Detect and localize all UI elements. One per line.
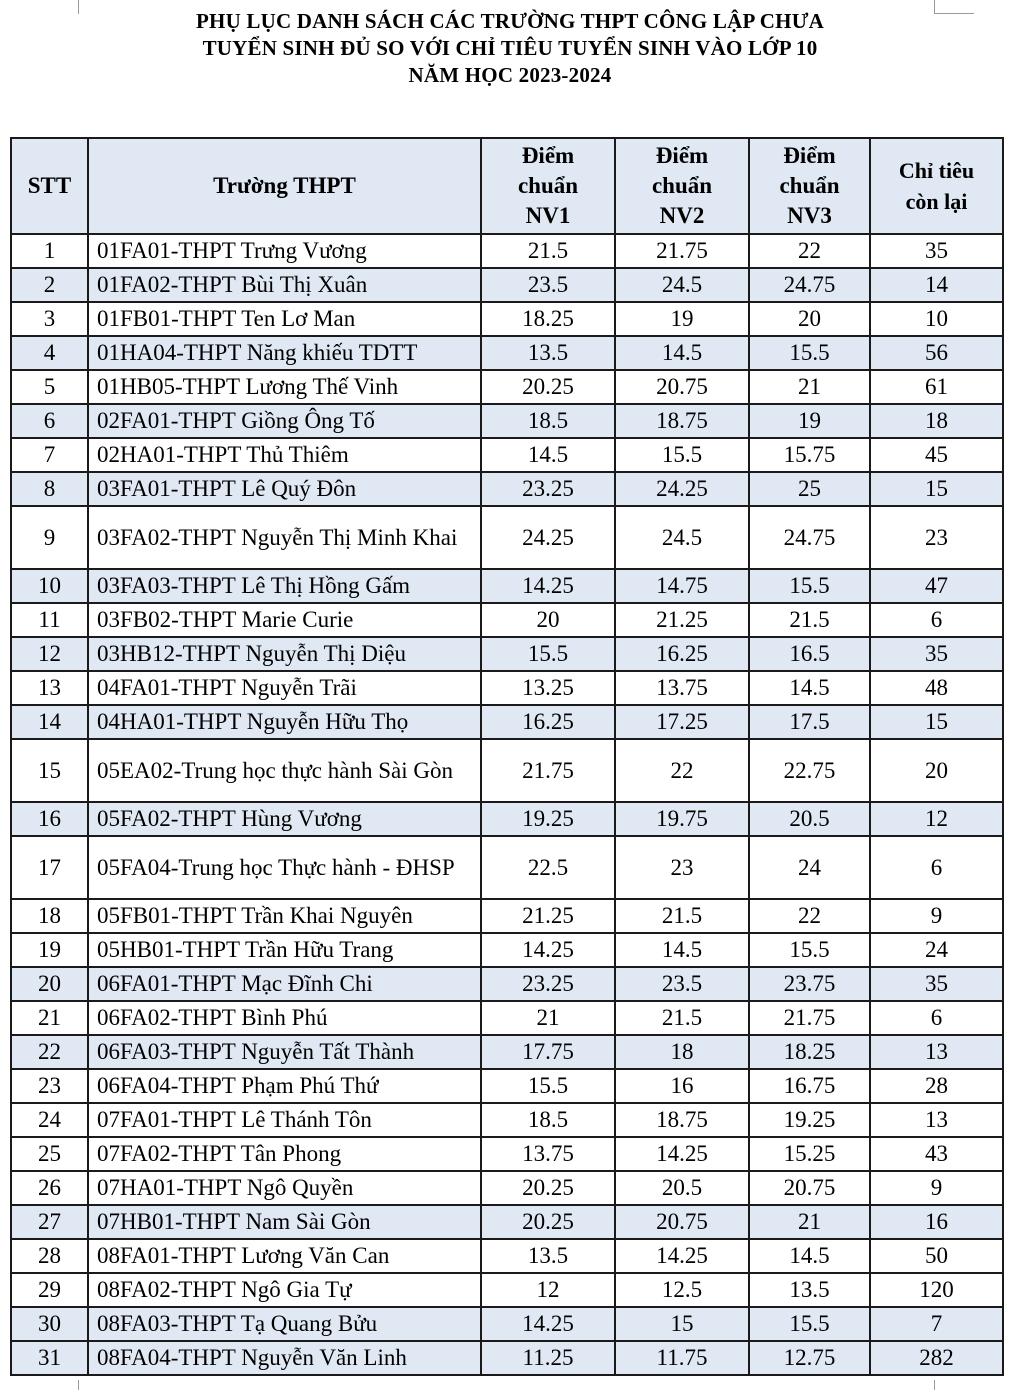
header-nv1-line1: Điểm xyxy=(521,143,575,168)
table-row xyxy=(11,739,1003,802)
row-nv3: 22.75 xyxy=(749,739,870,802)
row-quota: 15 xyxy=(870,472,1003,506)
row-nv3: 21 xyxy=(749,1205,870,1239)
row-nv3: 19.25 xyxy=(749,1103,870,1137)
table-row xyxy=(11,802,1003,836)
row-nv3: 21.75 xyxy=(749,1001,870,1035)
row-stt: 4 xyxy=(11,336,88,370)
row-nv2: 13.75 xyxy=(615,671,749,705)
row-nv1: 13.5 xyxy=(481,336,615,370)
row-nv3: 24.75 xyxy=(749,268,870,302)
row-quota: 43 xyxy=(870,1137,1003,1171)
row-quota: 6 xyxy=(870,836,1003,899)
row-nv1: 21.5 xyxy=(481,234,615,268)
row-quota: 282 xyxy=(870,1341,1003,1375)
row-nv3: 24.75 xyxy=(749,506,870,569)
row-stt: 31 xyxy=(11,1341,88,1375)
row-nv1: 24.25 xyxy=(481,506,615,569)
row-nv1: 18.25 xyxy=(481,302,615,336)
row-school: 01FA01-THPT Trưng Vương xyxy=(88,234,481,268)
row-quota: 45 xyxy=(870,438,1003,472)
table-header-row xyxy=(11,138,1003,234)
row-stt: 28 xyxy=(11,1239,88,1273)
row-quota: 48 xyxy=(870,671,1003,705)
row-quota: 6 xyxy=(870,603,1003,637)
document-title xyxy=(0,8,1020,89)
row-nv3: 20.5 xyxy=(749,802,870,836)
row-stt: 29 xyxy=(11,1273,88,1307)
row-school: 01FA02-THPT Bùi Thị Xuân xyxy=(88,268,481,302)
table-row xyxy=(11,1103,1003,1137)
header-nv3-line2: chuẩn xyxy=(779,173,840,198)
row-school: 04HA01-THPT Nguyễn Hữu Thọ xyxy=(88,705,481,739)
row-school: 07FA01-THPT Lê Thánh Tôn xyxy=(88,1103,481,1137)
row-nv2: 20.75 xyxy=(615,370,749,404)
row-nv2: 18.75 xyxy=(615,404,749,438)
row-stt: 11 xyxy=(11,603,88,637)
row-nv2: 23.5 xyxy=(615,967,749,1001)
row-nv1: 18.5 xyxy=(481,1103,615,1137)
table-row xyxy=(11,234,1003,268)
row-school: 08FA02-THPT Ngô Gia Tự xyxy=(88,1273,481,1307)
row-school: 02HA01-THPT Thủ Thiêm xyxy=(88,438,481,472)
table-row xyxy=(11,1307,1003,1341)
table-row xyxy=(11,1137,1003,1171)
row-school: 05FA02-THPT Hùng Vương xyxy=(88,802,481,836)
row-stt: 16 xyxy=(11,802,88,836)
crop-mark-bottom-right xyxy=(934,1380,936,1390)
row-nv3: 14.5 xyxy=(749,1239,870,1273)
row-school: 03FA02-THPT Nguyễn Thị Minh Khai xyxy=(88,506,481,569)
row-stt: 27 xyxy=(11,1205,88,1239)
row-quota: 47 xyxy=(870,569,1003,603)
row-school: 05FA04-Trung học Thực hành - ĐHSP xyxy=(88,836,481,899)
table-row xyxy=(11,506,1003,569)
row-nv1: 20.25 xyxy=(481,1205,615,1239)
row-school: 05EA02-Trung học thực hành Sài Gòn xyxy=(88,739,481,802)
row-nv1: 21.75 xyxy=(481,739,615,802)
row-nv1: 19.25 xyxy=(481,802,615,836)
row-stt: 15 xyxy=(11,739,88,802)
row-quota: 14 xyxy=(870,268,1003,302)
row-stt: 26 xyxy=(11,1171,88,1205)
row-nv2: 21.5 xyxy=(615,899,749,933)
row-nv3: 19 xyxy=(749,404,870,438)
row-nv2: 18.75 xyxy=(615,1103,749,1137)
header-quota-line1: Chỉ tiêu xyxy=(898,158,975,183)
table-row xyxy=(11,603,1003,637)
row-stt: 17 xyxy=(11,836,88,899)
row-nv1: 13.75 xyxy=(481,1137,615,1171)
row-nv1: 23.25 xyxy=(481,472,615,506)
row-nv3: 14.5 xyxy=(749,671,870,705)
table-row xyxy=(11,472,1003,506)
row-stt: 3 xyxy=(11,302,88,336)
row-nv1: 15.5 xyxy=(481,1069,615,1103)
header-nv1-line3: NV1 xyxy=(525,203,571,228)
row-quota: 10 xyxy=(870,302,1003,336)
row-stt: 14 xyxy=(11,705,88,739)
row-nv3: 15.25 xyxy=(749,1137,870,1171)
table-row xyxy=(11,836,1003,899)
row-quota: 120 xyxy=(870,1273,1003,1307)
row-nv2: 14.25 xyxy=(615,1239,749,1273)
table-row xyxy=(11,1069,1003,1103)
row-stt: 24 xyxy=(11,1103,88,1137)
row-school: 06FA04-THPT Phạm Phú Thứ xyxy=(88,1069,481,1103)
table-row xyxy=(11,705,1003,739)
row-stt: 21 xyxy=(11,1001,88,1035)
row-quota: 7 xyxy=(870,1307,1003,1341)
row-quota: 13 xyxy=(870,1035,1003,1069)
row-stt: 19 xyxy=(11,933,88,967)
row-nv3: 18.25 xyxy=(749,1035,870,1069)
header-nv2-line3: NV2 xyxy=(659,203,705,228)
row-nv1: 21.25 xyxy=(481,899,615,933)
row-school: 08FA01-THPT Lương Văn Can xyxy=(88,1239,481,1273)
row-school: 08FA03-THPT Tạ Quang Bửu xyxy=(88,1307,481,1341)
row-nv3: 15.5 xyxy=(749,569,870,603)
row-nv2: 24.25 xyxy=(615,472,749,506)
row-quota: 13 xyxy=(870,1103,1003,1137)
row-nv2: 14.5 xyxy=(615,933,749,967)
row-quota: 6 xyxy=(870,1001,1003,1035)
row-nv2: 11.75 xyxy=(615,1341,749,1375)
table-row xyxy=(11,933,1003,967)
table-row xyxy=(11,637,1003,671)
table-row xyxy=(11,370,1003,404)
title-line-1: PHỤ LỤC DANH SÁCH CÁC TRƯỜNG THPT CÔNG LẬP CHƯA xyxy=(196,9,824,33)
row-nv3: 23.75 xyxy=(749,967,870,1001)
row-nv2: 16 xyxy=(615,1069,749,1103)
row-stt: 10 xyxy=(11,569,88,603)
row-quota: 35 xyxy=(870,967,1003,1001)
row-nv1: 18.5 xyxy=(481,404,615,438)
row-quota: 18 xyxy=(870,404,1003,438)
table-row xyxy=(11,967,1003,1001)
header-nv2-line1: Điểm xyxy=(655,143,709,168)
row-school: 05FB01-THPT Trần Khai Nguyên xyxy=(88,899,481,933)
row-nv1: 13.25 xyxy=(481,671,615,705)
row-nv1: 14.25 xyxy=(481,1307,615,1341)
row-nv2: 14.25 xyxy=(615,1137,749,1171)
row-nv2: 15 xyxy=(615,1307,749,1341)
row-nv2: 21.25 xyxy=(615,603,749,637)
row-school: 01HA04-THPT Năng khiếu TDTT xyxy=(88,336,481,370)
table-row xyxy=(11,336,1003,370)
row-nv1: 14.5 xyxy=(481,438,615,472)
title-line-2: TUYỂN SINH ĐỦ SO VỚI CHỈ TIÊU TUYỂN SINH VÀO LỚP 10 xyxy=(202,36,818,60)
row-school: 06FA02-THPT Bình Phú xyxy=(88,1001,481,1035)
row-nv3: 22 xyxy=(749,899,870,933)
row-nv3: 15.5 xyxy=(749,1307,870,1341)
table-row xyxy=(11,671,1003,705)
row-nv1: 20 xyxy=(481,603,615,637)
row-nv1: 20.25 xyxy=(481,370,615,404)
table-row xyxy=(11,1001,1003,1035)
row-nv3: 16.75 xyxy=(749,1069,870,1103)
row-school: 06FA01-THPT Mạc Đĩnh Chi xyxy=(88,967,481,1001)
row-school: 03FB02-THPT Marie Curie xyxy=(88,603,481,637)
row-quota: 20 xyxy=(870,739,1003,802)
table-row xyxy=(11,1171,1003,1205)
row-nv1: 23.5 xyxy=(481,268,615,302)
row-quota: 28 xyxy=(870,1069,1003,1103)
row-quota: 61 xyxy=(870,370,1003,404)
table-row xyxy=(11,569,1003,603)
row-school: 02FA01-THPT Giồng Ông Tố xyxy=(88,404,481,438)
row-quota: 35 xyxy=(870,234,1003,268)
header-nv3 xyxy=(749,138,870,234)
table-row xyxy=(11,1341,1003,1375)
row-quota: 15 xyxy=(870,705,1003,739)
row-school: 05HB01-THPT Trần Hữu Trang xyxy=(88,933,481,967)
row-school: 01FB01-THPT Ten Lơ Man xyxy=(88,302,481,336)
row-school: 03FA03-THPT Lê Thị Hồng Gấm xyxy=(88,569,481,603)
title-line-3: NĂM HỌC 2023-2024 xyxy=(408,63,612,87)
row-school: 08FA04-THPT Nguyễn Văn Linh xyxy=(88,1341,481,1375)
row-stt: 12 xyxy=(11,637,88,671)
row-quota: 56 xyxy=(870,336,1003,370)
row-school: 03HB12-THPT Nguyễn Thị Diệu xyxy=(88,637,481,671)
row-nv1: 14.25 xyxy=(481,569,615,603)
row-school: 07HA01-THPT Ngô Quyền xyxy=(88,1171,481,1205)
header-nv1 xyxy=(481,138,615,234)
row-school: 03FA01-THPT Lê Quý Đôn xyxy=(88,472,481,506)
row-quota: 23 xyxy=(870,506,1003,569)
row-nv3: 20 xyxy=(749,302,870,336)
table-row xyxy=(11,404,1003,438)
row-stt: 6 xyxy=(11,404,88,438)
row-nv2: 16.25 xyxy=(615,637,749,671)
row-nv3: 22 xyxy=(749,234,870,268)
row-nv3: 25 xyxy=(749,472,870,506)
row-nv1: 12 xyxy=(481,1273,615,1307)
row-nv3: 20.75 xyxy=(749,1171,870,1205)
row-nv1: 22.5 xyxy=(481,836,615,899)
row-nv3: 16.5 xyxy=(749,637,870,671)
row-nv2: 21.75 xyxy=(615,234,749,268)
row-nv2: 17.25 xyxy=(615,705,749,739)
row-stt: 1 xyxy=(11,234,88,268)
row-quota: 50 xyxy=(870,1239,1003,1273)
school-table xyxy=(10,137,1004,1376)
row-school: 06FA03-THPT Nguyễn Tất Thành xyxy=(88,1035,481,1069)
header-nv2-line2: chuẩn xyxy=(651,173,713,198)
row-nv2: 23 xyxy=(615,836,749,899)
row-nv1: 17.75 xyxy=(481,1035,615,1069)
row-nv2: 12.5 xyxy=(615,1273,749,1307)
header-nv3-line1: Điểm xyxy=(783,143,836,168)
row-stt: 22 xyxy=(11,1035,88,1069)
row-nv3: 24 xyxy=(749,836,870,899)
row-nv1: 13.5 xyxy=(481,1239,615,1273)
crop-mark-bottom-left xyxy=(78,1380,80,1390)
table-row xyxy=(11,1205,1003,1239)
row-stt: 23 xyxy=(11,1069,88,1103)
row-nv1: 11.25 xyxy=(481,1341,615,1375)
table-row xyxy=(11,302,1003,336)
table-row xyxy=(11,438,1003,472)
row-stt: 13 xyxy=(11,671,88,705)
header-quota-line2: còn lại xyxy=(905,189,968,214)
header-school: Trường THPT xyxy=(88,138,481,234)
row-school: 07HB01-THPT Nam Sài Gòn xyxy=(88,1205,481,1239)
header-nv2 xyxy=(615,138,749,234)
row-quota: 12 xyxy=(870,802,1003,836)
row-nv2: 22 xyxy=(615,739,749,802)
row-nv3: 15.5 xyxy=(749,336,870,370)
table-row xyxy=(11,1273,1003,1307)
row-stt: 18 xyxy=(11,899,88,933)
row-nv2: 14.75 xyxy=(615,569,749,603)
row-stt: 2 xyxy=(11,268,88,302)
row-stt: 5 xyxy=(11,370,88,404)
row-nv2: 14.5 xyxy=(615,336,749,370)
row-nv3: 12.75 xyxy=(749,1341,870,1375)
header-nv1-line2: chuẩn xyxy=(517,173,579,198)
row-nv2: 24.5 xyxy=(615,268,749,302)
row-stt: 30 xyxy=(11,1307,88,1341)
row-nv3: 13.5 xyxy=(749,1273,870,1307)
row-nv2: 24.5 xyxy=(615,506,749,569)
row-nv3: 15.5 xyxy=(749,933,870,967)
table-row xyxy=(11,1035,1003,1069)
row-quota: 24 xyxy=(870,933,1003,967)
row-school: 04FA01-THPT Nguyễn Trãi xyxy=(88,671,481,705)
row-nv1: 14.25 xyxy=(481,933,615,967)
row-quota: 16 xyxy=(870,1205,1003,1239)
row-school: 01HB05-THPT Lương Thế Vinh xyxy=(88,370,481,404)
table-row xyxy=(11,1239,1003,1273)
row-stt: 7 xyxy=(11,438,88,472)
table-row xyxy=(11,899,1003,933)
row-school: 07FA02-THPT Tân Phong xyxy=(88,1137,481,1171)
header-quota xyxy=(870,138,1003,234)
row-nv2: 19.75 xyxy=(615,802,749,836)
row-stt: 20 xyxy=(11,967,88,1001)
header-nv3-line3: NV3 xyxy=(787,203,832,228)
row-stt: 8 xyxy=(11,472,88,506)
row-nv1: 21 xyxy=(481,1001,615,1035)
row-nv1: 20.25 xyxy=(481,1171,615,1205)
row-nv2: 20.75 xyxy=(615,1205,749,1239)
row-nv2: 20.5 xyxy=(615,1171,749,1205)
row-nv2: 21.5 xyxy=(615,1001,749,1035)
row-nv1: 15.5 xyxy=(481,637,615,671)
row-stt: 25 xyxy=(11,1137,88,1171)
header-stt: STT xyxy=(11,138,88,234)
row-nv3: 21.5 xyxy=(749,603,870,637)
row-nv3: 21 xyxy=(749,370,870,404)
row-quota: 9 xyxy=(870,1171,1003,1205)
row-nv1: 16.25 xyxy=(481,705,615,739)
table-row xyxy=(11,268,1003,302)
row-nv2: 18 xyxy=(615,1035,749,1069)
row-nv2: 15.5 xyxy=(615,438,749,472)
row-quota: 9 xyxy=(870,899,1003,933)
row-nv3: 15.75 xyxy=(749,438,870,472)
row-nv3: 17.5 xyxy=(749,705,870,739)
row-nv2: 19 xyxy=(615,302,749,336)
row-nv1: 23.25 xyxy=(481,967,615,1001)
row-quota: 35 xyxy=(870,637,1003,671)
row-stt: 9 xyxy=(11,506,88,569)
